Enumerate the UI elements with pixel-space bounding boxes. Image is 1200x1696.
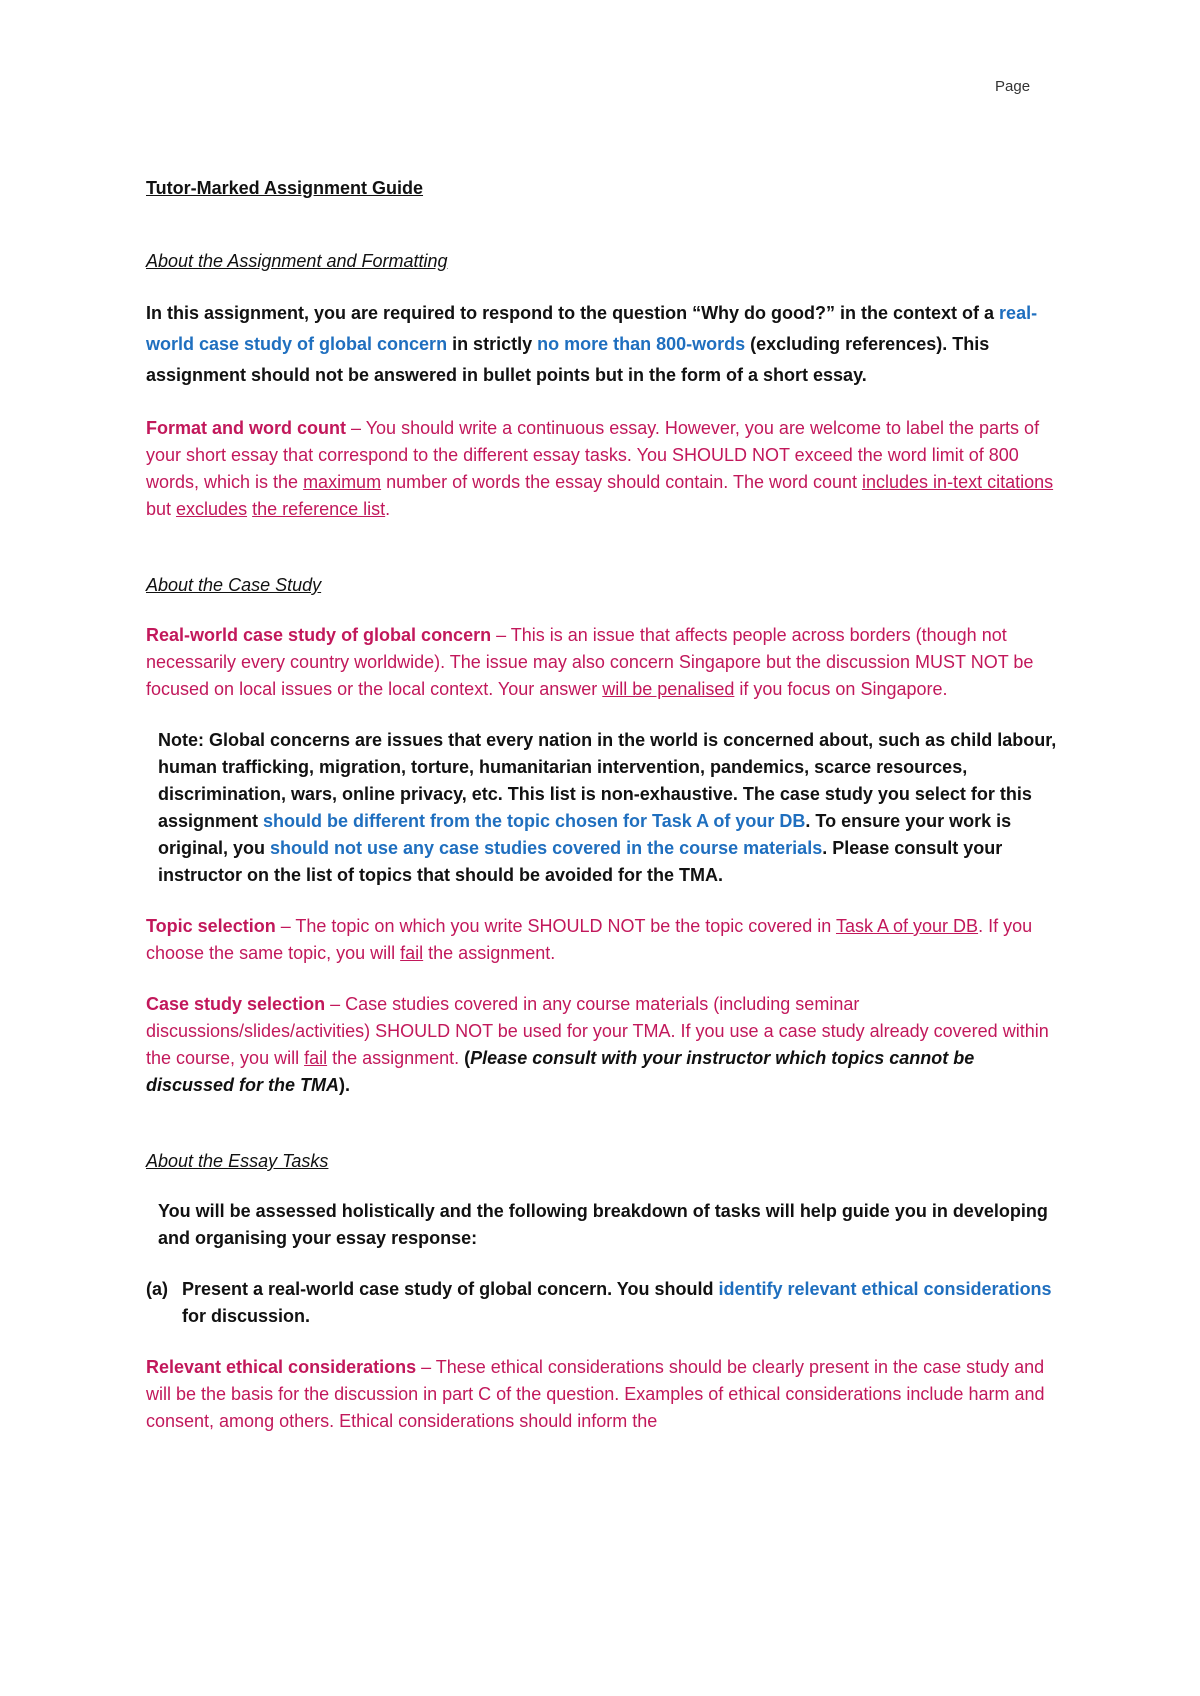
realworld-underline-penalised: will be penalised	[602, 679, 735, 699]
casesel-paren-close: ).	[339, 1075, 351, 1095]
heading-case-study: About the Case Study	[146, 575, 322, 595]
topic-lead: Topic selection	[146, 916, 276, 936]
real-world-case-paragraph	[146, 622, 1066, 703]
format-text: – You should write a continuous essay. However, you are welcome to label the parts of your short essay that correspond to the different essay tasks. You SHOULD NOT exceed the word limit of 800 words, which is the	[146, 418, 1040, 492]
intro-text: in strictly	[447, 334, 538, 354]
task-a-highlight: identify relevant ethical considerations	[718, 1279, 1052, 1299]
casesel-text: the assignment.	[327, 1048, 465, 1068]
topic-text: . If you choose the same topic, you will	[146, 916, 1033, 963]
format-underline-reference-list: the reference list	[252, 499, 386, 519]
note-highlight-no-course-cases: should not use any case studies covered in the course materials	[270, 838, 823, 858]
note-text: . Please consult your instructor on the list of topics that should be avoided for the TMA.	[158, 838, 1003, 885]
format-text: .	[385, 499, 391, 519]
format-lead: Format and word count	[146, 418, 346, 438]
essay-tasks-intro: You will be assessed holistically and the following breakdown of tasks will help guide you in developing and organising your essay response:	[158, 1201, 1048, 1248]
format-text: but	[146, 499, 177, 519]
format-word-count-paragraph	[146, 415, 1066, 523]
spacer	[146, 547, 1066, 575]
intro-text: In this assignment, you are required to respond to the question “Why do good?” in the context of a	[146, 303, 1000, 323]
format-text: number of words the essay should contain. The word count	[381, 472, 863, 492]
note-highlight-different-topic: should be different from the topic chosen for Task A of your DB	[263, 811, 806, 831]
intro-highlight-word-limit: no more than 800-words	[537, 334, 746, 354]
realworld-text: if you focus on Singapore.	[734, 679, 948, 699]
case-study-selection-paragraph	[146, 991, 1066, 1099]
format-underline-maximum: maximum	[303, 472, 382, 492]
realworld-lead: Real-world case study of global concern	[146, 625, 492, 645]
document-body	[146, 178, 1066, 1459]
casesel-text: – Case studies covered in any course materials (including seminar discussions/slides/activities) SHOULD NOT be used for your TMA. If you use a case study already covered within the course, you will	[146, 994, 1049, 1068]
ethical-text: – These ethical considerations should be clearly present in the case study and will be the basis for the discussion in part C of the question. Examples of ethical considerations include harm and consent, among others. Ethical considerations should inform the	[146, 1357, 1045, 1431]
topic-text: the assignment.	[423, 943, 556, 963]
assignment-intro-paragraph	[146, 298, 1066, 391]
task-a-marker: (a)	[146, 1279, 168, 1299]
topic-underline-task-a: Task A of your DB	[835, 916, 979, 936]
note-text: . To ensure your work is original, you	[158, 811, 1012, 858]
topic-text: – The topic on which you write SHOULD NOT be the topic covered in	[275, 916, 836, 936]
topic-selection-paragraph	[146, 913, 1066, 967]
format-underline-excludes: excludes	[176, 499, 248, 519]
topic-underline-fail: fail	[400, 943, 424, 963]
task-a-item	[146, 1276, 1066, 1330]
casesel-instructor-note: Please consult with your instructor which topics cannot be discussed for the TMA	[146, 1048, 975, 1095]
casesel-underline-fail: fail	[304, 1048, 328, 1068]
task-a-text-part: for discussion.	[182, 1306, 311, 1326]
intro-text: (excluding references). This assignment should not be answered in bullet points but in the form of a short essay.	[146, 334, 990, 385]
heading-assignment-formatting: About the Assignment and Formatting	[146, 251, 448, 271]
realworld-text: – This is an issue that affects people across borders (though not necessarily every country worldwide). The issue may also concern Singapore but the discussion MUST NOT be focused on local issues or the local context. Your answer	[146, 625, 1034, 699]
task-a-text	[182, 1276, 1066, 1330]
intro-highlight-case-study: real-world case study of global concern	[146, 303, 1038, 354]
page-label: Page	[995, 78, 1031, 95]
task-a-text-part: Present a real-world case study of global concern. You should	[182, 1279, 719, 1299]
heading-essay-tasks: About the Essay Tasks	[146, 1151, 329, 1171]
document-title: Tutor-Marked Assignment Guide	[146, 178, 424, 198]
ethical-considerations-paragraph	[146, 1354, 1066, 1435]
casesel-paren-open: (	[464, 1048, 471, 1068]
global-concerns-note	[146, 727, 1066, 889]
casesel-lead: Case study selection	[146, 994, 326, 1014]
ethical-lead: Relevant ethical considerations	[146, 1357, 417, 1377]
format-underline-includes: includes in-text citations	[862, 472, 1054, 492]
note-text: Note: Global concerns are issues that every nation in the world is concerned about, such as child labour, human trafficking, migration, torture, humanitarian intervention, pandemics, scarce resources, discrimination, wars, online privacy, etc. This list is non-exhaustive. The case study you select for this assignment	[158, 730, 1057, 831]
spacer	[146, 1123, 1066, 1151]
